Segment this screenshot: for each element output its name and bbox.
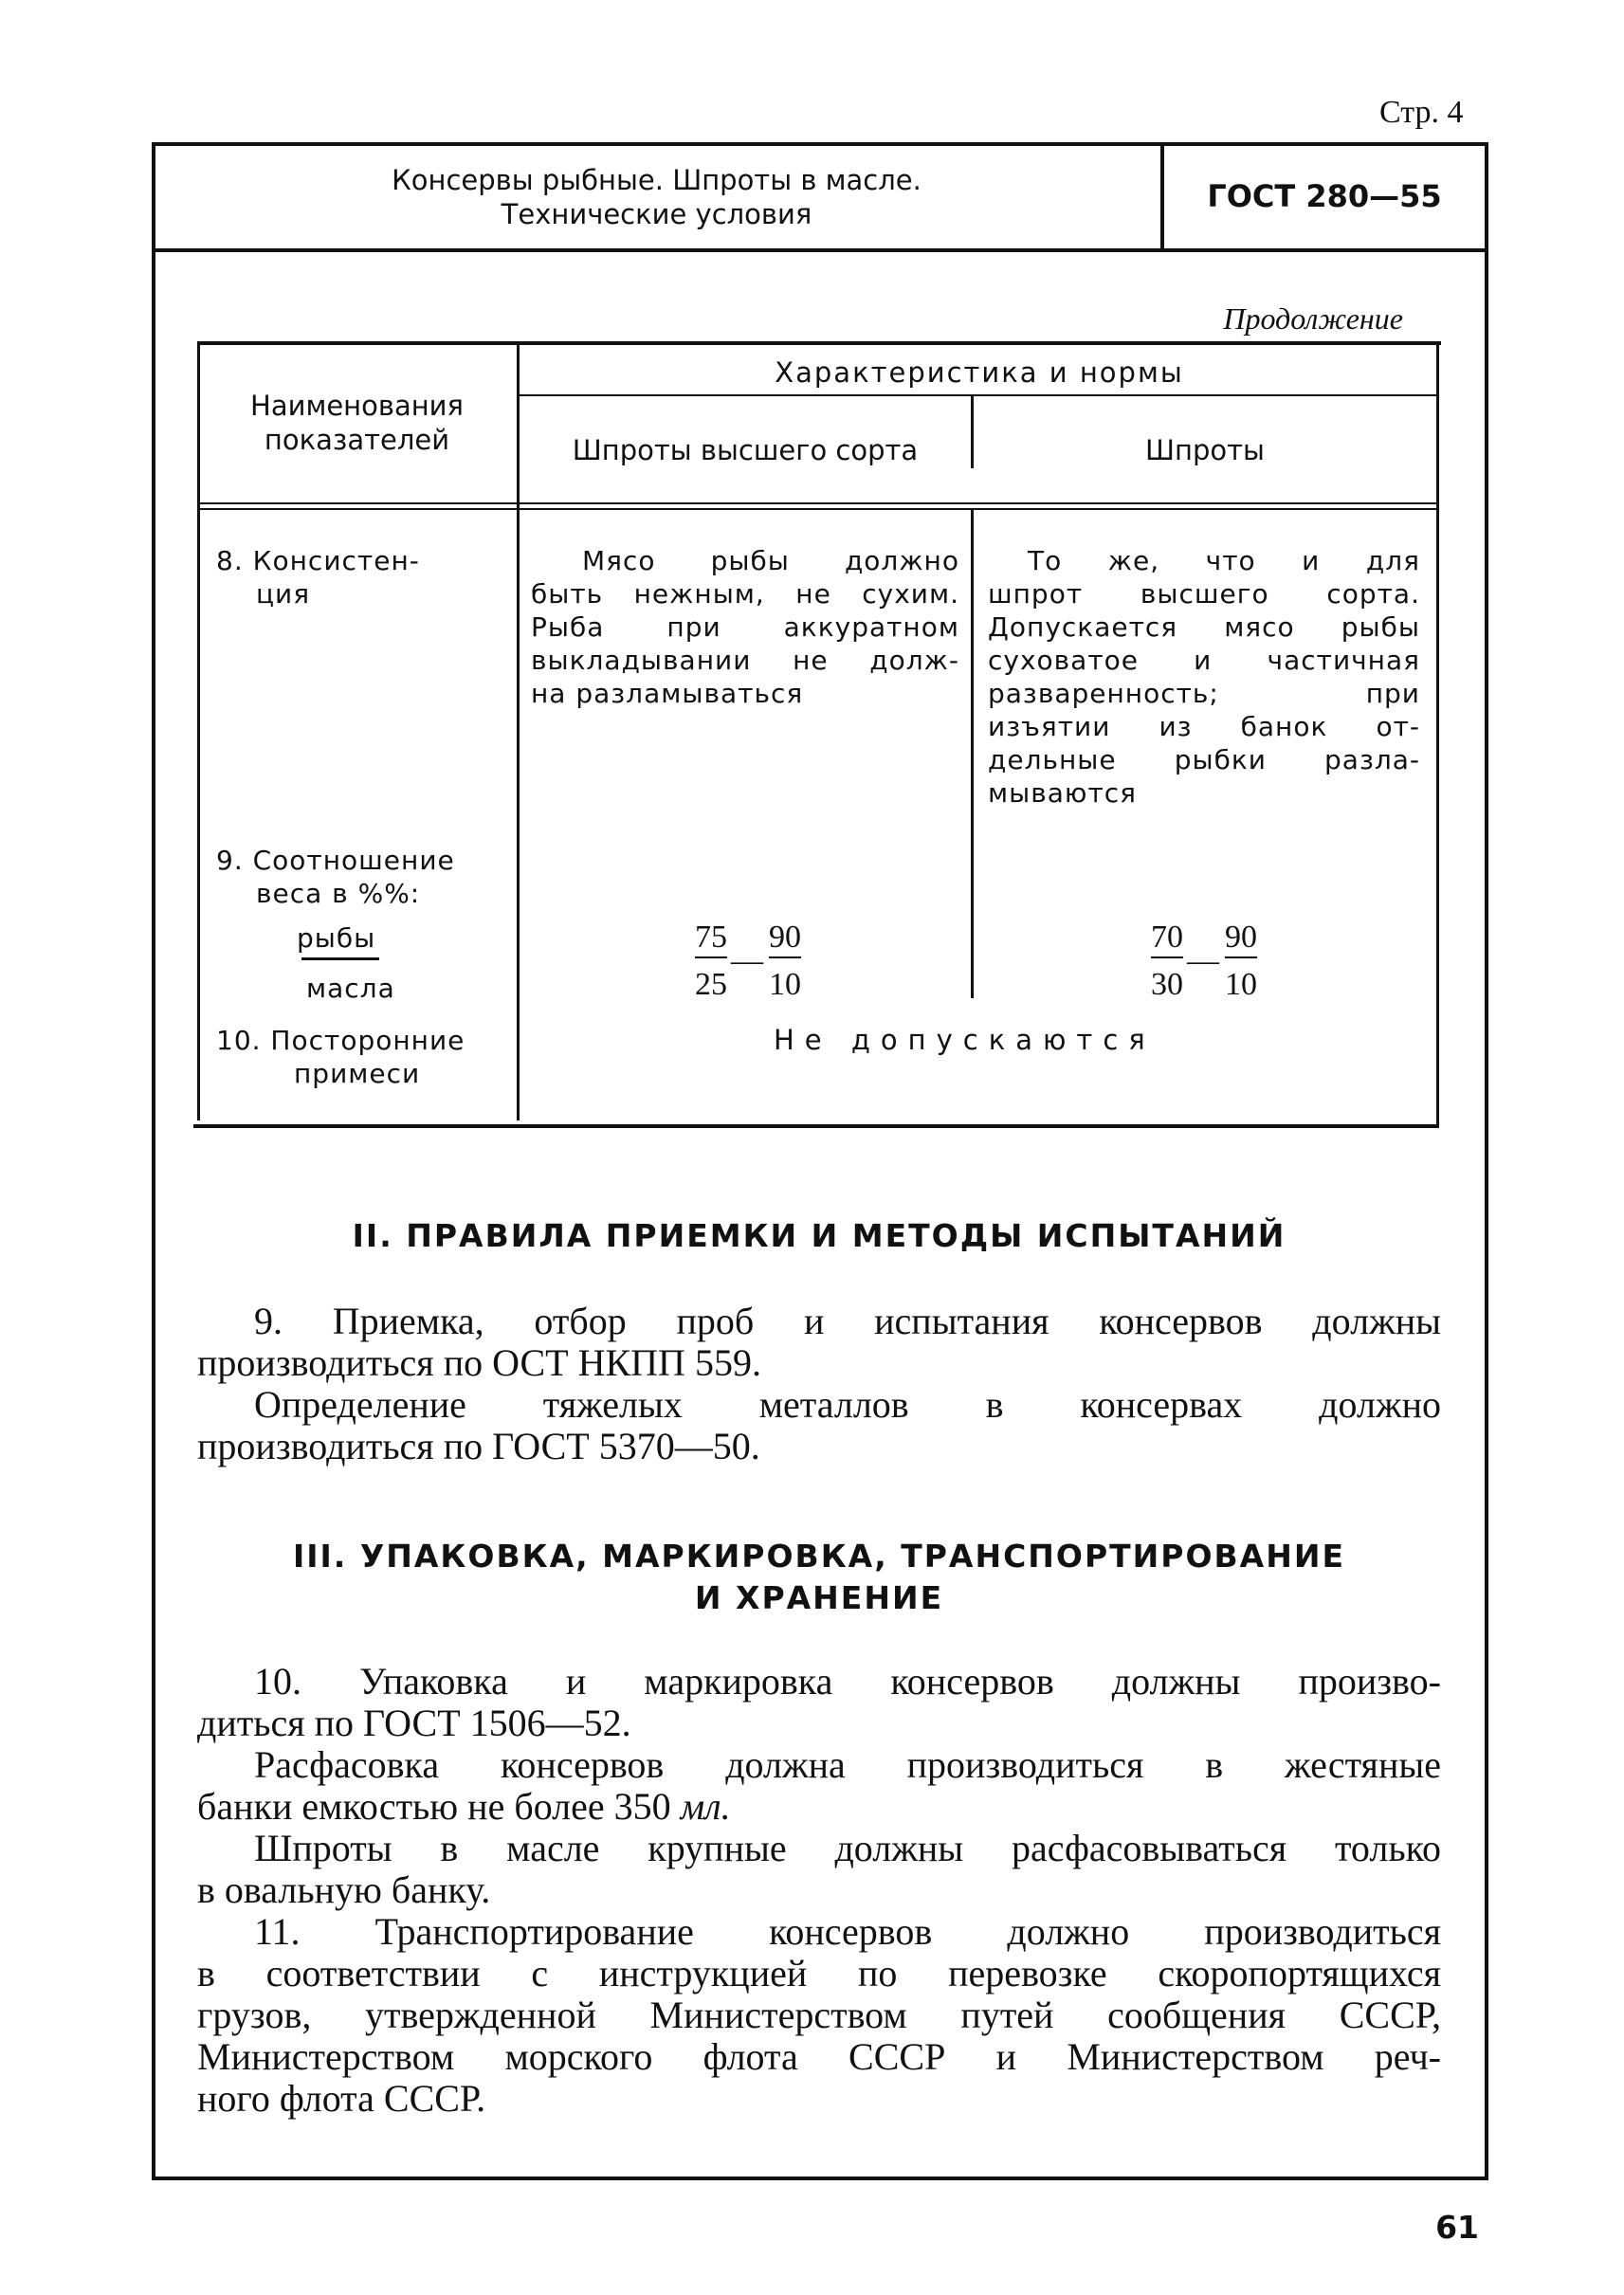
table-col-divider-body <box>971 510 974 998</box>
row8-premium-line: Мясо рыбы должно <box>582 545 959 576</box>
gost-number: ГОСТ 280—55 <box>1207 178 1442 214</box>
header-characteristics: Характеристика и нормы <box>775 356 1184 389</box>
table-head-rule-2 <box>197 508 1439 510</box>
row10-name <box>216 1024 520 1090</box>
frame-bottom-rule <box>152 2177 1488 2180</box>
section2-title: II. ПРАВИЛА ПРИЕМКИ И МЕТОДЫ ИСПЫТАНИЙ <box>352 1217 1286 1254</box>
row8-standard-line: разваренность; при <box>988 678 1420 709</box>
row8-name-line1: 8. Консистен- <box>216 545 420 576</box>
ratio-numerator: 90 <box>1225 920 1257 955</box>
row10-name-line2: примеси <box>294 1058 421 1089</box>
row9-fish-label: рыбы <box>297 922 376 954</box>
frame-right-rule <box>1485 142 1488 2180</box>
row8-premium-line: Рыба при аккуратном <box>531 611 959 643</box>
text-line: в соответствии с инструкцией по перевозке скоропортящихся <box>197 1952 1441 1994</box>
row9-premium-ratio <box>695 920 809 1005</box>
header-col-premium: Шпроты высшего сорта <box>572 434 919 466</box>
text-line: Расфасовка консервов должна производиться в жестяные <box>254 1743 1441 1786</box>
text-line: 11. Транспортирование консервов должно производиться <box>254 1910 1441 1953</box>
text-line: 10. Упаковка и маркировка консервов должны произво- <box>254 1660 1441 1703</box>
ratio-bar <box>1225 956 1257 958</box>
text-line: Шпроты в масле крупные должны расфасовываться только <box>254 1827 1441 1869</box>
header-bottom-rule <box>152 248 1488 252</box>
document-title-line2: Технические условия <box>501 198 812 230</box>
section2-text <box>197 1301 1441 1467</box>
norms-table <box>197 341 1441 1130</box>
row9-name-line2: веса в %%: <box>256 878 421 909</box>
row8-premium-line: на разламываться <box>531 678 804 709</box>
text-line <box>197 1786 1441 1828</box>
continued-label: Продолжение <box>1223 301 1403 336</box>
row8-standard-line: суховатое и частичная <box>988 645 1420 676</box>
text-line: ного флота СССР. <box>197 2077 486 2120</box>
table-left-rule <box>197 341 200 1120</box>
text-line: Министерством морского флота СССР и Министерством реч- <box>197 2035 1441 2078</box>
row9-name-line1: 9. Соотношение <box>216 845 455 876</box>
table-top-rule <box>197 341 1441 345</box>
document-title <box>161 163 1152 231</box>
ratio-bar <box>769 956 801 958</box>
text-line: производиться по ГОСТ 5370—50. <box>197 1425 760 1467</box>
row9-oil-label: масла <box>306 973 395 1004</box>
table-group-rule <box>517 394 1439 396</box>
text-line: диться по ГОСТ 1506—52. <box>197 1702 631 1744</box>
ratio-bar <box>1151 956 1183 958</box>
row8-premium-line: выкладывании не долж- <box>531 645 959 676</box>
row8-standard-line: Допускается мясо рыбы <box>988 611 1420 643</box>
row8-name-line2: ция <box>256 578 311 610</box>
row8-standard-line: мываются <box>988 777 1138 809</box>
text-line: в овальную банку. <box>197 1868 491 1911</box>
ratio-numerator: 75 <box>695 920 727 955</box>
ratio-denominator: 10 <box>769 967 801 1002</box>
ratio-bar <box>695 956 727 958</box>
row10-value: Не допускаются <box>774 1024 1156 1056</box>
row8-standard <box>988 544 1420 810</box>
row8-standard-line: изъятии из банок от- <box>988 711 1420 742</box>
ratio-dash: — <box>731 943 763 978</box>
ratio-numerator: 70 <box>1151 920 1183 955</box>
section3-title-line2: И ХРАНЕНИЕ <box>694 1579 944 1616</box>
header-indicator-name-line1: Наименования <box>250 390 464 422</box>
page-reference: Стр. 4 <box>1379 95 1464 130</box>
text-fragment: банки емкостью не более 350 <box>197 1785 681 1828</box>
document-title-line1: Консервы рыбные. Шпроты в масле. <box>392 164 921 196</box>
row9-standard-ratio <box>1151 920 1265 1005</box>
row8-premium-line: быть нежным, не сухим. <box>531 578 959 610</box>
page-number: 61 <box>1435 2209 1479 2246</box>
text-line: грузов, утвержденной Министерством путей сообщения СССР, <box>197 1994 1441 2036</box>
unit-ml: мл. <box>680 1785 731 1828</box>
text-line: Определение тяжелых металлов в консервах должно <box>254 1383 1441 1426</box>
row9-fraction-bar <box>301 957 379 960</box>
table-head-rule-1 <box>197 502 1439 504</box>
section3-text <box>197 1661 1441 2120</box>
header-col-standard: Шпроты <box>1145 434 1265 466</box>
table-right-rule <box>1436 341 1439 1128</box>
row9-name <box>216 844 520 910</box>
section3-title-line1: III. УПАКОВКА, МАРКИРОВКА, ТРАНСПОРТИРОВАНИЕ <box>292 1538 1346 1575</box>
row8-premium <box>531 544 959 710</box>
row8-standard-line: шпрот высшего сорта. <box>988 578 1420 610</box>
header-indicator-name <box>197 389 517 457</box>
row8-standard-line: То же, что и для <box>1028 545 1420 576</box>
row8-standard-line: дельные рыбки разла- <box>988 744 1420 775</box>
header-indicator-name-line2: показателей <box>264 424 450 456</box>
ratio-denominator: 30 <box>1151 967 1183 1002</box>
text-line: производиться по ОСТ НКПП 559. <box>197 1341 761 1384</box>
ratio-denominator: 10 <box>1225 967 1257 1002</box>
section3-title <box>197 1536 1441 1619</box>
ratio-numerator: 90 <box>769 920 801 955</box>
table-bottom-rule <box>193 1124 1439 1128</box>
frame-top-rule <box>152 142 1488 146</box>
row8-name <box>216 544 501 610</box>
ratio-denominator: 25 <box>695 967 727 1002</box>
ratio-dash: — <box>1187 943 1219 978</box>
frame-left-rule <box>152 142 155 2180</box>
row10-name-line1: 10. Посторонние <box>216 1025 465 1056</box>
text-line: 9. Приемка, отбор проб и испытания консервов должны <box>254 1300 1441 1342</box>
